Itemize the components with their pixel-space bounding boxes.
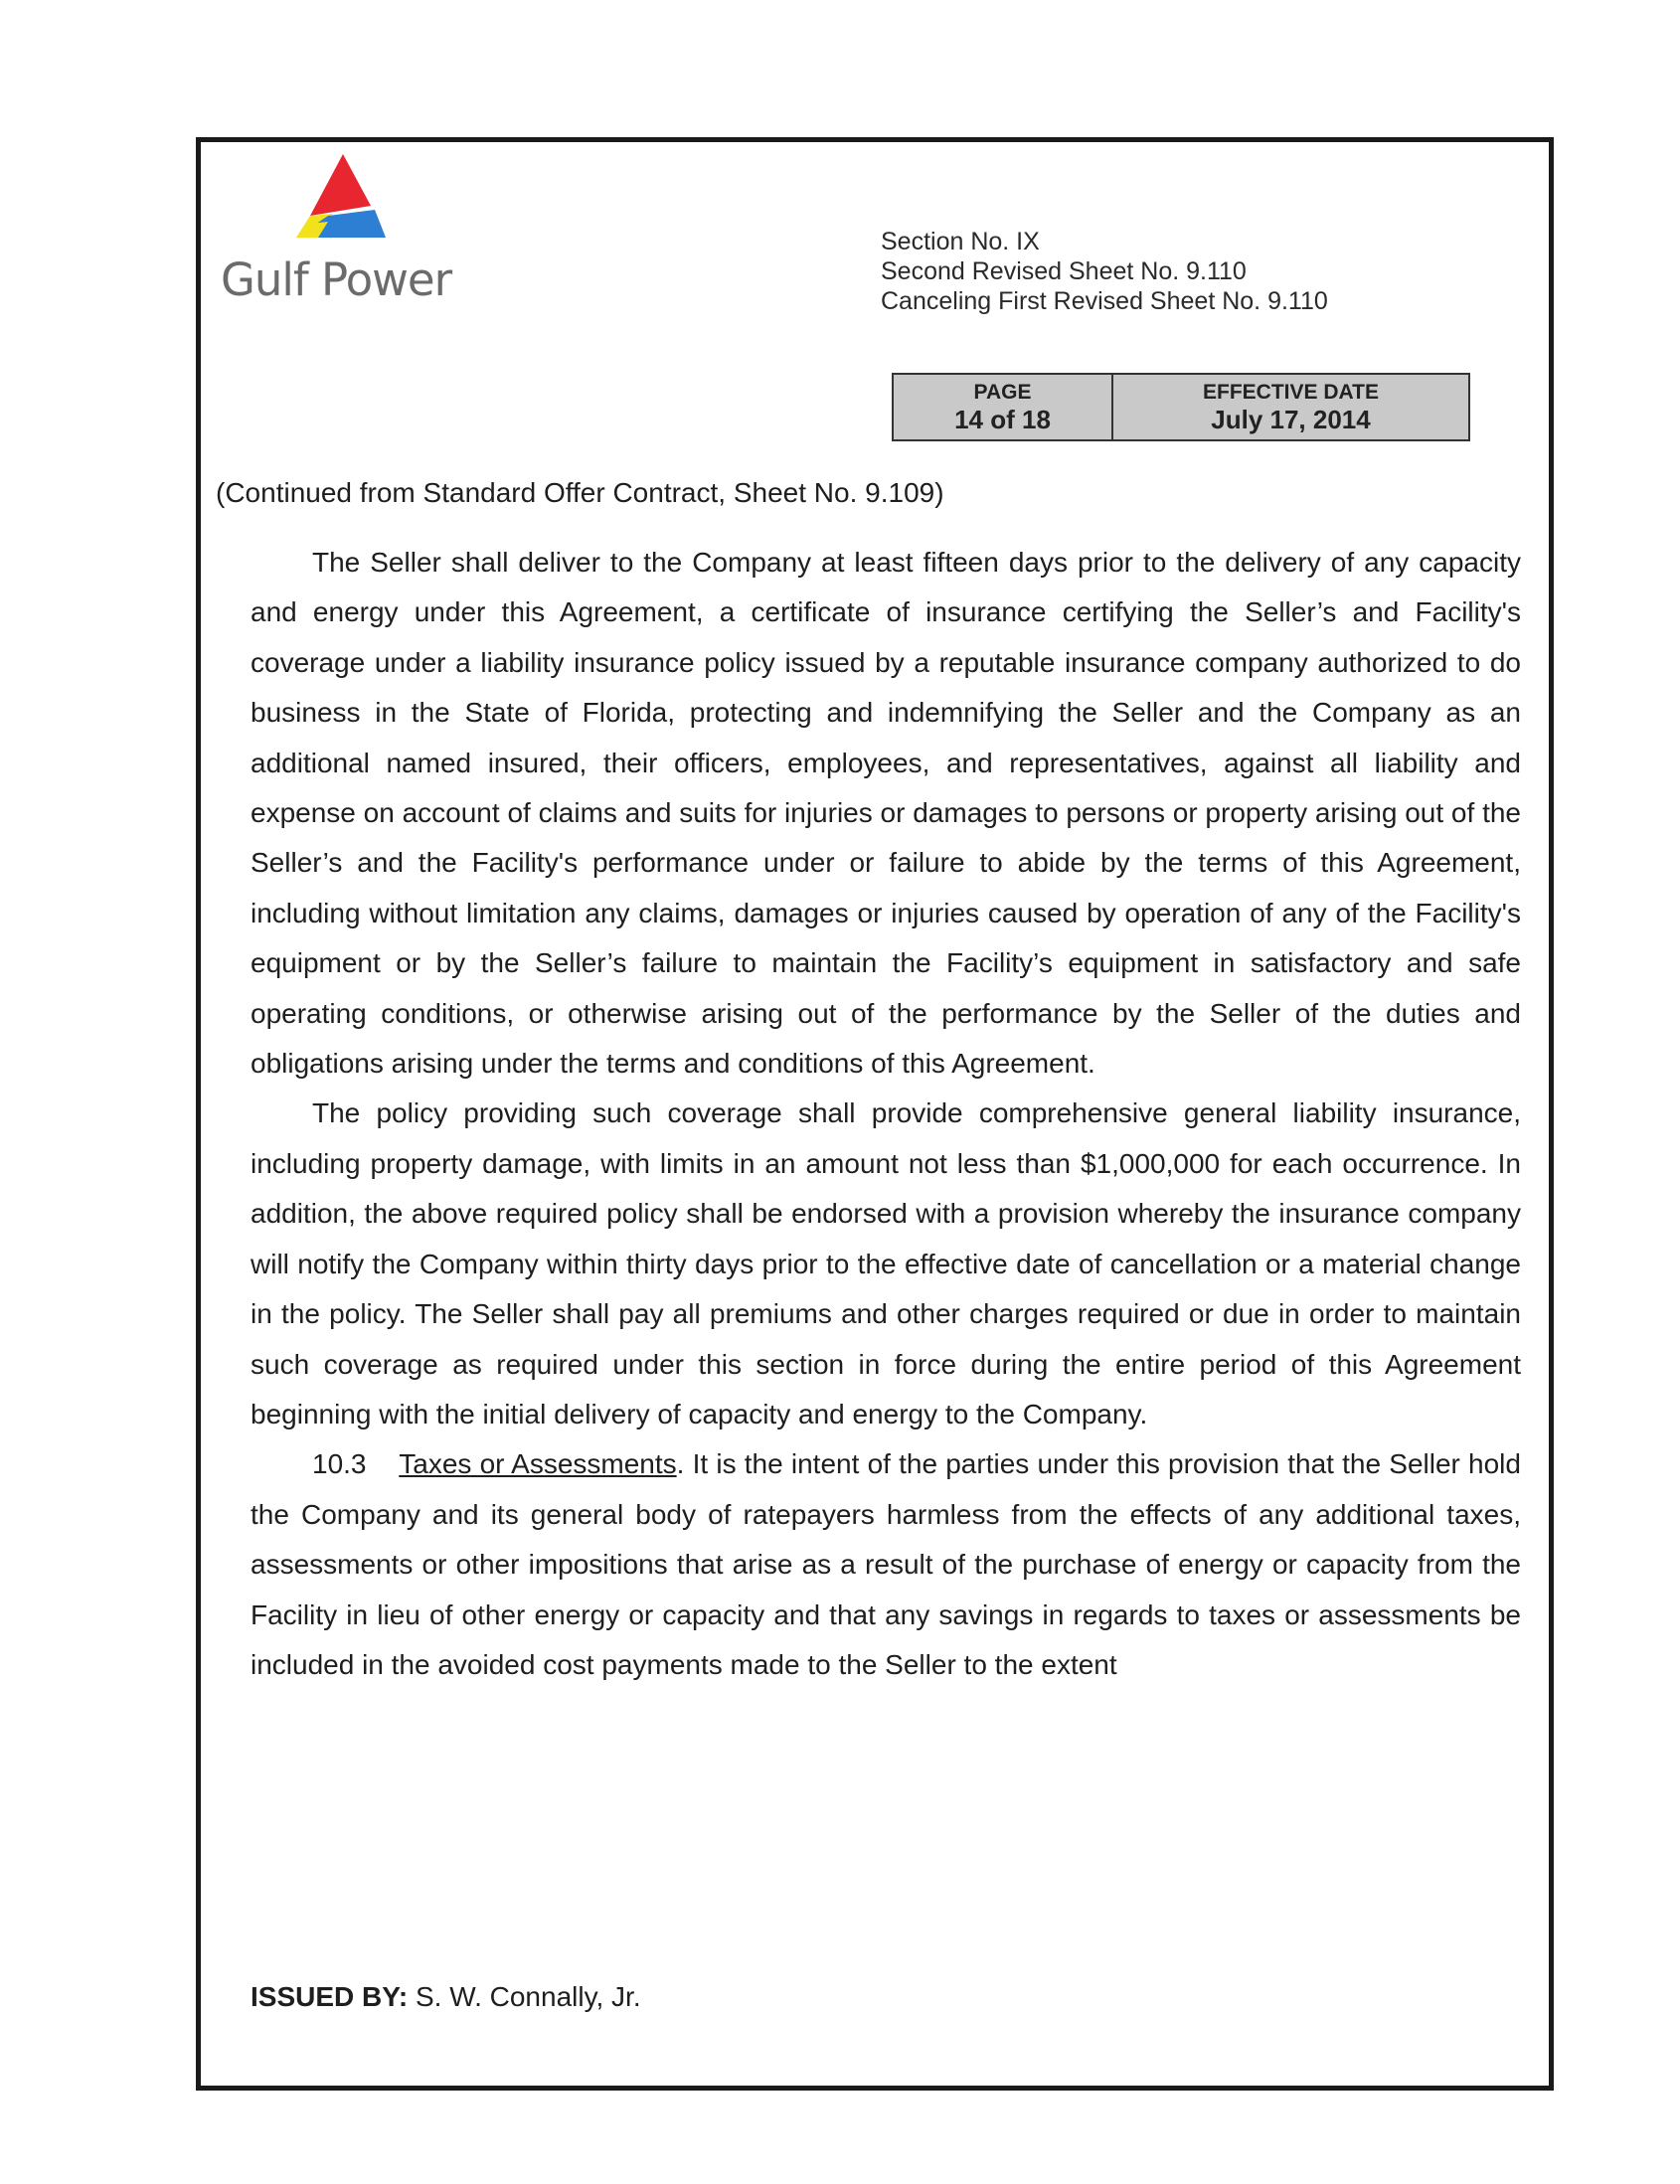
effective-date-label: EFFECTIVE DATE xyxy=(1203,380,1379,404)
paragraph-policy-coverage: The policy providing such coverage shall provide comprehensive general liability insurance, including property damage, with limits in an amount not less than $1,000,000 for each occurrence. In addition, the above required policy shall be endorsed with a provision whereby the insurance company will notify the Company within thirty days prior to the effective date of cancellation or a material change in the policy. The Seller shall pay all premiums and other charges required or due in order to maintain such coverage as required under this section in force during the entire period of this Agreement beginning with the initial delivery of capacity and energy to the Company. xyxy=(251,1097,1521,1429)
page-value: 14 of 18 xyxy=(954,404,1051,434)
sheet-info xyxy=(881,227,1328,316)
sheet-number: Second Revised Sheet No. 9.110 xyxy=(881,257,1247,285)
triangle-logo-icon xyxy=(288,154,398,244)
body-text xyxy=(251,538,1521,1690)
issued-by xyxy=(251,1981,641,2013)
gulf-power-logo xyxy=(221,154,469,313)
paragraph-taxes-text: . It is the intent of the parties under this provision that the Seller hold the Company and its general body of ratepayers harmless from the effects of any additional taxes, assessments or other impositions that arise as a result of the purchase of energy or capacity from the Facility in lieu of other energy or capacity and that any savings in regards to taxes or assessments be included in the avoided cost payments made to the Seller to the extent xyxy=(251,1448,1521,1680)
continued-note: (Continued from Standard Offer Contract, Sheet No. 9.109) xyxy=(216,477,944,508)
paragraph-taxes xyxy=(251,1439,1521,1690)
page-cell xyxy=(894,375,1113,439)
paragraph-insurance-certificate: The Seller shall deliver to the Company at least fifteen days prior to the delivery of any capacity and energy under this Agreement, a certificate of insurance certifying the Seller’s and Facility's coverage under a liability insurance policy issued by a reputable insurance company authorized to do business in the State of Florida, protecting and indemnifying the Seller and the Company as an additional named insured, their officers, employees, and representatives, against all liability and expense on account of claims and suits for injuries or damages to persons or property arising out of the Seller’s and the Facility's performance under or failure to abide by the terms of this Agreement, including without limitation any claims, damages or injuries caused by operation of any of the Facility's equipment or by the Seller’s failure to maintain the Facility’s equipment in satisfactory and safe operating conditions, or otherwise arising out of the performance by the Seller of the duties and obligations arising under the terms and conditions of this Agreement. xyxy=(251,547,1521,1080)
effective-date-cell xyxy=(1113,375,1468,439)
page-label: PAGE xyxy=(973,380,1032,404)
logo-text: Gulf Power xyxy=(221,253,452,306)
issued-by-name: S. W. Connally, Jr. xyxy=(415,1981,641,2012)
issued-by-label: ISSUED BY: xyxy=(251,1981,409,2012)
canceling-sheet: Canceling First Revised Sheet No. 9.110 xyxy=(881,287,1328,315)
effective-date-value: July 17, 2014 xyxy=(1211,404,1371,434)
page-info-box xyxy=(892,373,1470,441)
section-heading-taxes: Taxes or Assessments xyxy=(399,1448,677,1480)
section-number: Section No. IX xyxy=(881,228,1040,255)
section-number-10-3: 10.3 xyxy=(312,1448,367,1480)
